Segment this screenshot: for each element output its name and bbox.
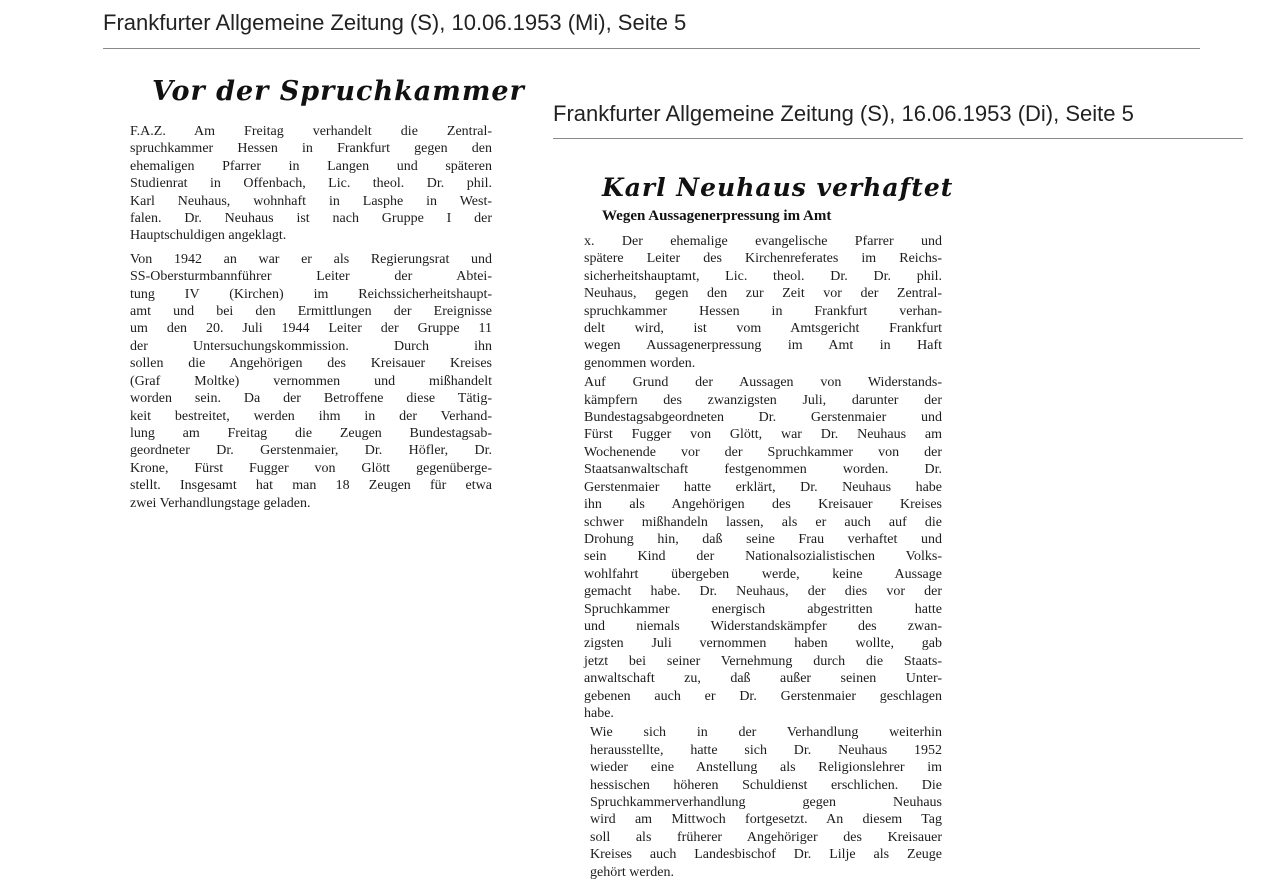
article-line: Von 1942 an war er als Regierungsrat und	[130, 251, 492, 267]
article-line: der Untersuchungskommission. Durch ihn	[130, 338, 492, 354]
article-line: zigsten Juli vernommen haben wollte, gab	[584, 636, 942, 652]
article-line: soll als früherer Angehöriger des Kreisauer	[590, 829, 942, 845]
clip1-paragraph-2	[108, 251, 492, 512]
clip2-source-header: Frankfurter Allgemeine Zeitung (S), 16.06.1953 (Di), Seite 5	[553, 101, 1134, 126]
article-line: Kreises auch Landesbischof Dr. Lilje als Zeuge	[590, 847, 942, 863]
article-line: Bundestagsabgeordneten Dr. Gerstenmaier und	[584, 410, 942, 426]
article-line: wohlfahrt übergeben werde, keine Aussage	[584, 566, 942, 582]
article-line: spruchkammer Hessen in Frankfurt gegen den	[130, 141, 492, 157]
article-line: F.A.Z. Am Freitag verhandelt die Zentral-	[130, 124, 492, 139]
article-line: Spruchkammerverhandlung gegen Neuhaus	[590, 795, 942, 810]
article-line: delt wird, ist vom Amtsgericht Frankfurt	[584, 321, 942, 337]
article-line: Neuhaus, gegen den zur Zeit vor der Zentral-	[584, 286, 942, 302]
article-line: wieder eine Anstellung als Religionslehrer im	[590, 760, 942, 776]
article-line: Gerstenmaier hatte erklärt, Dr. Neuhaus habe	[584, 479, 942, 495]
article-line: herausstellte, hatte sich Dr. Neuhaus 1952	[590, 742, 942, 758]
article-line: tung IV (Kirchen) im Reichssicherheitshaupt-	[130, 286, 492, 302]
clip2-header-rule	[553, 138, 1243, 139]
article-line: Drohung hin, daß seine Frau verhaftet und	[584, 531, 942, 547]
article-line: anwaltschaft zu, daß außer seinen Unter-	[584, 671, 942, 687]
article-line: Krone, Fürst Fugger von Glött gegenübergе-	[130, 460, 492, 476]
article-line: ihn als Angehörigen des Kreisauer Kreises	[584, 497, 942, 513]
article-line: jetzt bei seiner Vernehmung durch die Staats-	[584, 653, 942, 669]
article-line: um den 20. Juli 1944 Leiter der Gruppe 11	[130, 321, 492, 337]
article-line: und niemals Widerstandskämpfer des zwan-	[584, 618, 942, 634]
article-line: gemacht habe. Dr. Neuhaus, der dies vor der	[584, 584, 942, 600]
article-line: gebenen auch er Dr. Gerstenmaier geschlagen	[584, 688, 942, 704]
article-line: wird am Mittwoch fortgesetzt. An diesem Tag	[590, 812, 942, 828]
clip2-paragraph-2	[562, 374, 942, 722]
article-line: sicherheitshauptamt, Lic. theol. Dr. Dr. phil.	[584, 268, 942, 284]
clip2-paragraph-3	[562, 724, 942, 881]
article-line: SS-Obersturmbannführer Leiter der Abtei-	[130, 269, 492, 285]
clip2-headline: Karl Neuhaus verhaftet	[602, 173, 954, 202]
article-line: lung am Freitag die Zeugen Bundestagsab-	[130, 425, 492, 441]
article-line: spruchkammer Hessen in Frankfurt verhan-	[584, 303, 942, 319]
article-line: kämpfern des zwanzigsten Juli, darunter der	[584, 392, 942, 408]
article-line: falen. Dr. Neuhaus ist nach Gruppe I der	[130, 211, 492, 227]
article-line: Wochenende vor der Spruchkammer von der	[584, 444, 942, 460]
clip2-paragraph-1	[562, 233, 942, 372]
article-line: Auf Grund der Aussagen von Widerstands-	[584, 375, 942, 391]
article-line: Hauptschuldigen angeklagt.	[130, 228, 287, 244]
clip2-article-body	[562, 233, 942, 881]
article-line: schwer mißhandeln lassen, als er auch auf die	[584, 514, 942, 530]
article-line: (Graf Moltke) vernommen und mißhandelt	[130, 373, 492, 389]
article-line: genommen worden.	[584, 355, 696, 371]
article-line: Wie sich in der Verhandlung weiterhin	[590, 725, 942, 741]
clip1-article-body	[108, 123, 492, 512]
article-line: habe.	[584, 705, 614, 721]
clip2-subheadline: Wegen Aussagenerpressung im Amt	[602, 208, 832, 224]
article-line: keit bestreitet, werden ihm in der Verhand-	[130, 408, 492, 424]
article-line: zwei Verhandlungstage geladen.	[130, 495, 311, 511]
article-line: sollen die Angehörigen des Kreisauer Kreises	[130, 356, 492, 372]
article-line: gehört werden.	[590, 864, 674, 880]
article-line: spätere Leiter des Kirchenreferates im Reichs-	[584, 251, 942, 267]
article-line: Fürst Fugger von Glött, war Dr. Neuhaus am	[584, 427, 942, 443]
clip1-header-rule	[103, 48, 1200, 49]
article-line: geordneter Dr. Gerstenmaier, Dr. Höfler, Dr.	[130, 443, 492, 459]
clip1-paragraph-1	[108, 123, 492, 245]
article-line: ehemaligen Pfarrer in Langen und späteren	[130, 158, 492, 174]
article-line: Karl Neuhaus, wohnhaft in Lasphe in West-	[130, 193, 492, 209]
article-line: Spruchkammer energisch abgestritten hatte	[584, 601, 942, 617]
article-line: worden sein. Da der Betroffene diese Tätig-	[130, 391, 492, 407]
clip1-source-header: Frankfurter Allgemeine Zeitung (S), 10.06.1953 (Mi), Seite 5	[103, 10, 687, 35]
article-line: stellt. Insgesamt hat man 18 Zeugen für etwa	[130, 478, 492, 494]
clip1-headline: Vor der Spruchkammer	[152, 76, 525, 107]
article-line: sein Kind der Nationalsozialistischen Volks-	[584, 549, 942, 565]
article-line: Staatsanwaltschaft festgenommen worden. Dr.	[584, 462, 942, 478]
article-line: Studienrat in Offenbach, Lic. theol. Dr. phil.	[130, 176, 492, 192]
article-line: x. Der ehemalige evangelische Pfarrer und	[584, 234, 942, 249]
article-line: amt und bei den Ermittlungen der Ereignisse	[130, 304, 492, 320]
article-line: wegen Aussagenerpressung im Amt in Haft	[584, 338, 942, 354]
article-line: hessischen höheren Schuldienst erschlichen. Die	[590, 777, 942, 793]
